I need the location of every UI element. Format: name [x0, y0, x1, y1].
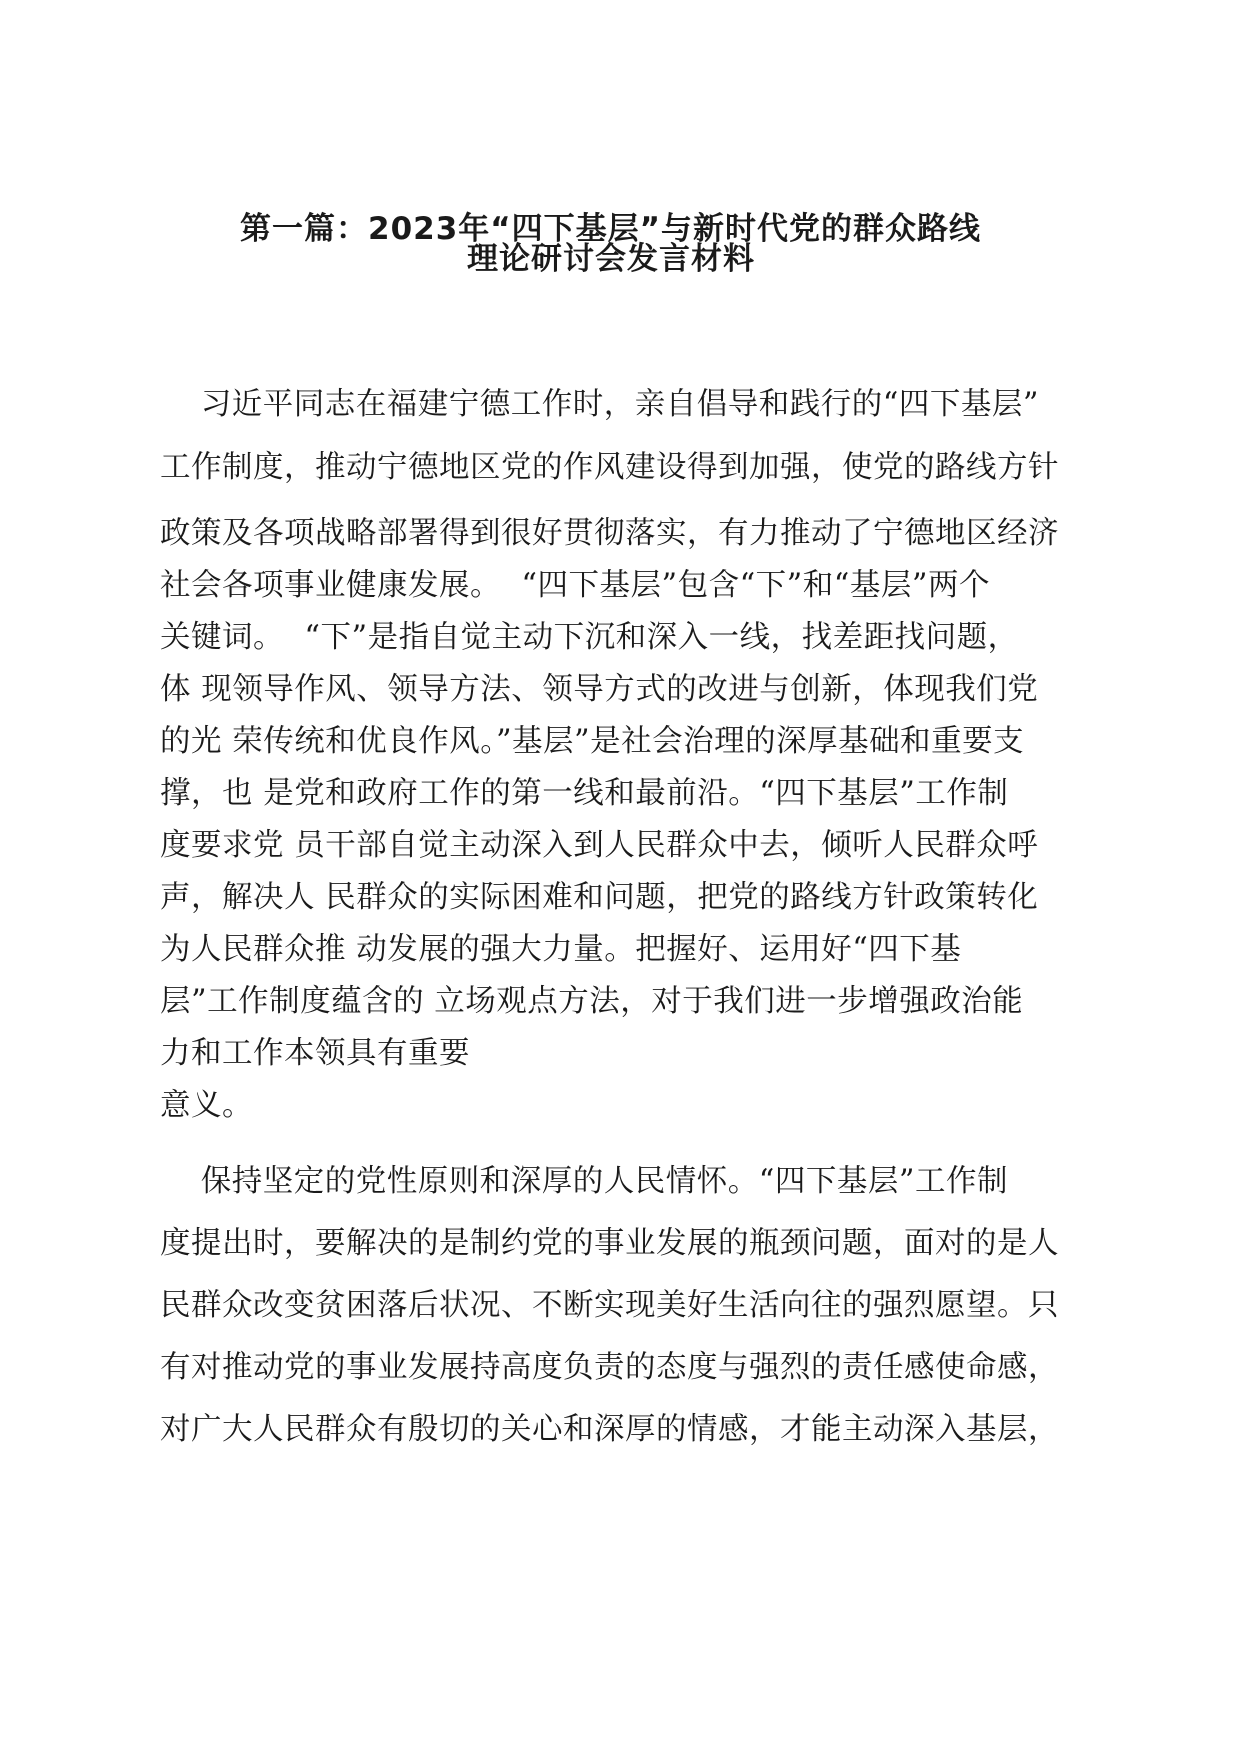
document-title-line-1: 第一篇：2023年“四下基层”与新时代党的群众路线	[240, 211, 982, 247]
paragraph-1-line: 声，解决人 民群众的实际困难和问题，把党的路线方针政策转化	[160, 880, 1039, 915]
paragraph-1-line: 的光 荣传统和优良作风。”基层”是社会治理的深厚基础和重要支	[160, 724, 1025, 759]
paragraph-2-line: 对广大人民群众有殷切的关心和深厚的情感，才能主动深入基层，	[160, 1412, 1059, 1447]
paragraph-1-line: 为人民群众推 动发展的强大力量。把握好、运用好“四下基	[160, 932, 962, 967]
paragraph-1-line: 层”工作制度蕴含的 立场观点方法，对于我们进一步增强政治能	[160, 984, 1024, 1019]
paragraph-1-line: 体 现领导作风、领导方法、领导方式的改进与创新，体现我们党	[160, 672, 1039, 707]
paragraph-2-line: 民群众改变贫困落后状况、不断实现美好生活向往的强烈愿望。只	[160, 1288, 1059, 1323]
document-title-line-2: 理论研讨会发言材料	[467, 241, 755, 277]
paragraph-1-line: 力和工作本领具有重要	[160, 1036, 470, 1071]
paragraph-2-line: 保持坚定的党性原则和深厚的人民情怀。“四下基层”工作制	[160, 1164, 1008, 1199]
paragraph-1-line: 社会各项事业健康发展。 “四下基层”包含“下”和“基层”两个	[160, 568, 990, 603]
paragraph-2-line: 度提出时，要解决的是制约党的事业发展的瓶颈问题，面对的是人	[160, 1226, 1059, 1261]
paragraph-1-line: 政策及各项战略部署得到很好贯彻落实，有力推动了宁德地区经济	[160, 516, 1059, 551]
paragraph-1-line: 关键词。 “下”是指自觉主动下沉和深入一线，找差距找问题，	[160, 620, 1019, 655]
paragraph-1-line: 度要求党 员干部自觉主动深入到人民群众中去，倾听人民群众呼	[160, 828, 1039, 863]
paragraph-1-line: 工作制度，推动宁德地区党的作风建设得到加强，使党的路线方针	[160, 450, 1059, 485]
paragraph-1-line: 意义。	[160, 1088, 253, 1123]
paragraph-1-line: 撑，也 是党和政府工作的第一线和最前沿。“四下基层”工作制	[160, 776, 1009, 811]
paragraph-2-line: 有对推动党的事业发展持高度负责的态度与强烈的责任感使命感，	[160, 1350, 1059, 1385]
paragraph-1-line: 习近平同志在福建宁德工作时，亲自倡导和践行的“四下基层”	[160, 387, 1039, 422]
